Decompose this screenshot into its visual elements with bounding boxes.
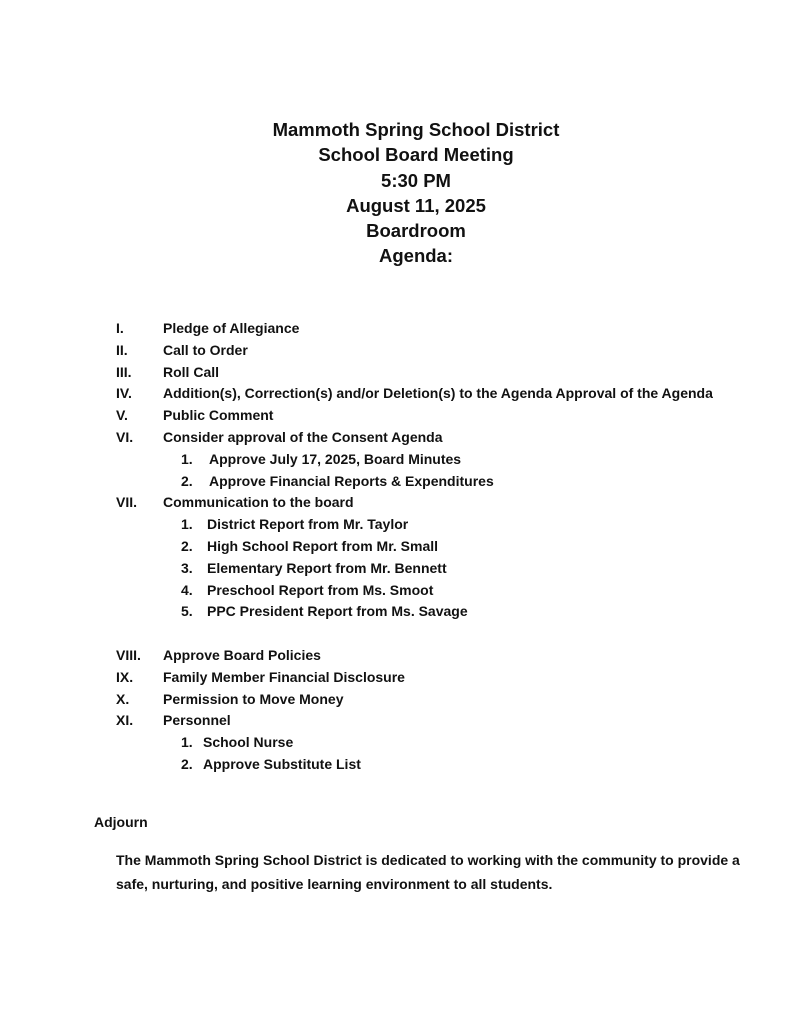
agenda-item-text: Pledge of Allegiance — [163, 320, 300, 336]
meeting-time: 5:30 PM — [381, 169, 451, 191]
agenda-subitem — [0, 449, 791, 471]
meeting-title: School Board Meeting — [318, 144, 514, 166]
agenda-label: Agenda: — [379, 245, 453, 267]
agenda-item — [0, 383, 791, 405]
agenda-item-number: VI. — [116, 428, 134, 445]
adjourn-label: Adjourn — [94, 814, 148, 830]
agenda-subitem-text: District Report from Mr. Taylor — [207, 516, 409, 533]
agenda-item-text: Roll Call — [163, 363, 220, 380]
agenda-item-text: Permission to Move Money — [163, 690, 344, 707]
agenda-subitem-number: 2. — [181, 755, 193, 772]
agenda-item — [0, 427, 791, 449]
agenda-subitem-number: 1. — [181, 516, 193, 533]
agenda-subitem — [0, 732, 791, 754]
agenda-subitem-number: 2. — [181, 537, 193, 554]
agenda-item-number: I. — [116, 320, 124, 336]
meeting-location: Boardroom — [366, 220, 466, 242]
agenda-subitem-text: Elementary Report from Mr. Bennett — [207, 559, 447, 576]
agenda-item — [0, 362, 791, 384]
mission-statement: The Mammoth Spring School District is dedicated to working with the community to provide a safe, nurturing, and positive learning environment to all students. — [116, 852, 740, 892]
agenda-item — [0, 340, 791, 362]
agenda-subitem-text: Approve Financial Reports & Expenditures — [209, 472, 494, 489]
agenda-item-number: X. — [116, 690, 130, 707]
agenda-item — [0, 689, 791, 711]
agenda-subitem — [0, 558, 791, 580]
agenda-item-number: IX. — [116, 668, 134, 685]
agenda-item-text: Personnel — [163, 712, 231, 729]
agenda-subitem-number: 3. — [181, 559, 193, 576]
agenda-subitem — [0, 754, 791, 776]
agenda-item-text: Call to Order — [163, 341, 248, 358]
agenda-subitem — [0, 471, 791, 493]
agenda-item-text: Approve Board Policies — [163, 646, 321, 663]
agenda-subitem-text: Approve Substitute List — [203, 755, 361, 772]
agenda-subitem — [0, 536, 791, 558]
agenda-subitem — [0, 580, 791, 602]
agenda-subitem-number: 1. — [181, 734, 193, 751]
agenda-item — [0, 667, 791, 689]
agenda-item-number: XI. — [116, 712, 134, 729]
agenda-subitem-number: 5. — [181, 603, 193, 620]
agenda-subitem-text: High School Report from Mr. Small — [207, 537, 439, 554]
agenda-item-text: Public Comment — [163, 407, 274, 424]
agenda-subitem — [0, 514, 791, 536]
agenda-spacer — [0, 623, 791, 645]
agenda-item — [0, 645, 791, 667]
meeting-date: August 11, 2025 — [346, 194, 486, 216]
agenda-item-number: III. — [116, 363, 132, 380]
agenda-item-number: VIII. — [116, 646, 141, 663]
agenda-item — [0, 405, 791, 427]
agenda-item-number: II. — [116, 341, 128, 358]
agenda-subitem — [0, 601, 791, 623]
agenda-item-number: V. — [116, 407, 128, 424]
agenda-item-text: Consider approval of the Consent Agenda — [163, 428, 443, 445]
document-header — [0, 117, 791, 269]
agenda-item-number: IV. — [116, 385, 132, 402]
agenda-item-number: VII. — [116, 494, 138, 511]
agenda-item — [0, 318, 791, 340]
agenda-subitem-number: 1. — [181, 450, 193, 467]
agenda-subitem-number: 4. — [181, 581, 193, 598]
agenda-item-text: Addition(s), Correction(s) and/or Deletion(s) to the Agenda Approval of the Agenda — [163, 385, 713, 402]
agenda-subitem-text: Preschool Report from Ms. Smoot — [207, 581, 434, 598]
agenda-subitem-number: 2. — [181, 472, 193, 489]
agenda-item-text: Communication to the board — [163, 494, 354, 511]
agenda-subitem-text: Approve July 17, 2025, Board Minutes — [209, 450, 462, 467]
district-title: Mammoth Spring School District — [272, 119, 560, 140]
agenda-list — [0, 318, 791, 776]
agenda-item-text: Family Member Financial Disclosure — [163, 668, 405, 685]
agenda-subitem-text: School Nurse — [203, 734, 294, 751]
agenda-item — [0, 492, 791, 514]
agenda-subitem-text: PPC President Report from Ms. Savage — [207, 603, 468, 620]
agenda-item — [0, 710, 791, 732]
